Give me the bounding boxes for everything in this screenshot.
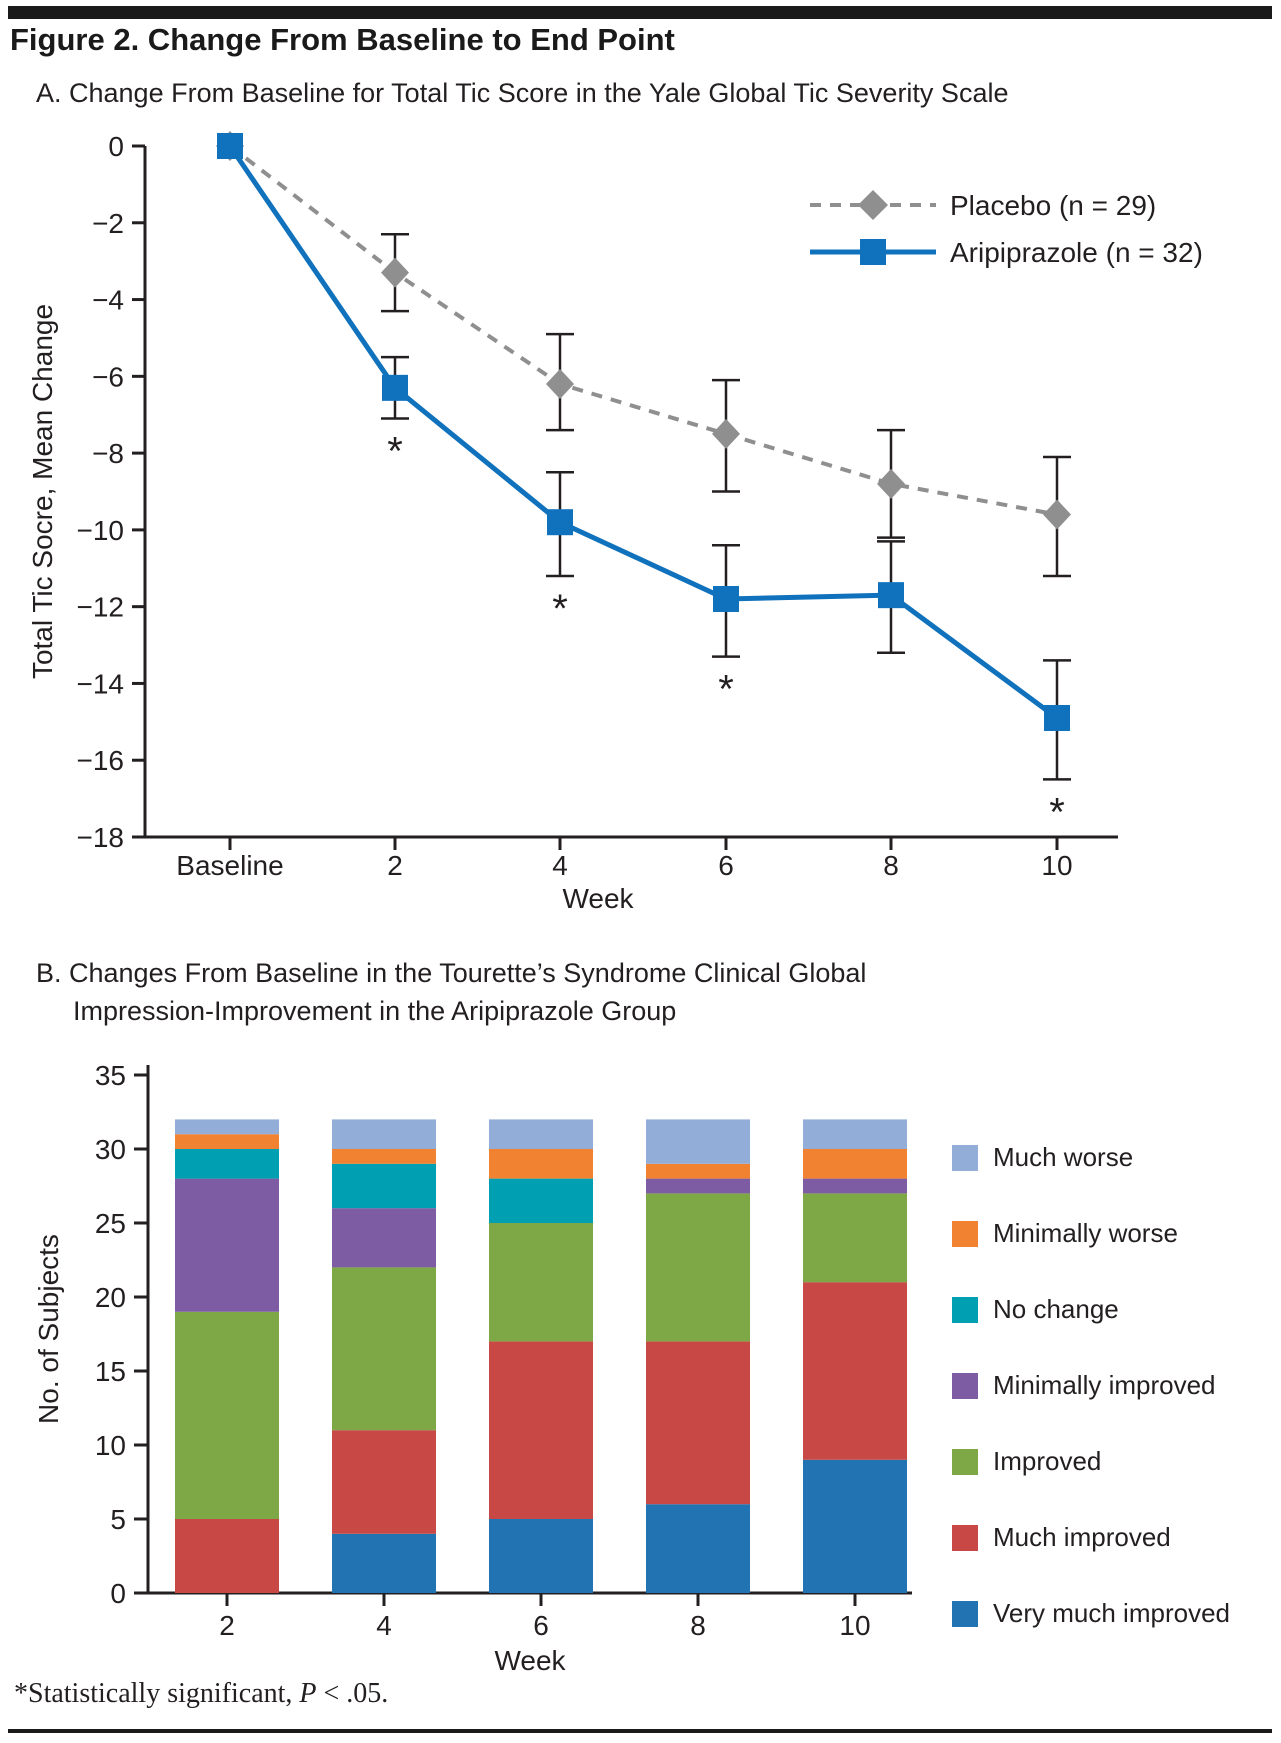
- top-rule: [8, 6, 1272, 19]
- footnote-p-italic: P: [299, 1678, 317, 1709]
- legend-item-much-improved: [952, 1522, 1230, 1553]
- footnote-prefix: *Statistically significant,: [14, 1678, 300, 1709]
- legend-label: Much improved: [993, 1522, 1171, 1552]
- significance-asterisk-week-10: *: [1049, 790, 1065, 835]
- chart-a-y-tick-label: −6: [92, 361, 124, 393]
- legend-square-icon: [860, 239, 886, 265]
- chart-b-y-tick-label: 10: [94, 1430, 126, 1461]
- chart-a-y-tick-label: −12: [76, 591, 124, 623]
- chart-a-heading: A. Change From Baseline for Total Tic Score in the Yale Global Tic Severity Scale: [36, 78, 1009, 108]
- chart-a-y-tick-label: −8: [92, 438, 124, 470]
- bar-segment-week8-very-much-improved: [646, 1504, 750, 1593]
- legend-swatch-icon: [952, 1601, 978, 1627]
- bar-segment-week10-improved: [803, 1193, 907, 1282]
- chart-b-y-axis-title: No. of Subjects: [33, 1234, 64, 1424]
- legend-swatch-icon: [952, 1373, 978, 1399]
- bar-segment-week4-improved: [332, 1267, 436, 1430]
- point-aripiprazole-n-32--8: [878, 582, 904, 608]
- chart-b-plot: [33, 1060, 912, 1676]
- chart-a-x-axis-title: Week: [562, 883, 634, 914]
- chart-a-plot: [27, 131, 1203, 914]
- stacked-bar-week-4: [332, 1119, 436, 1593]
- legend-swatch-icon: [952, 1525, 978, 1551]
- chart-a-y-tick-label: −10: [76, 514, 124, 546]
- point-aripiprazole-n-32--4: [547, 509, 573, 535]
- figure-title: Figure 2. Change From Baseline to End Point: [10, 22, 675, 57]
- bar-segment-week8-much-improved: [646, 1341, 750, 1504]
- legend-swatch-icon: [952, 1449, 978, 1475]
- chart-a-x-tick-label: 6: [718, 850, 734, 881]
- chart-a-x-tick-label: 4: [552, 850, 568, 881]
- bar-segment-week6-much-worse: [489, 1119, 593, 1149]
- legend-item-much-worse: [952, 1142, 1230, 1173]
- legend-label: Very much improved: [993, 1598, 1230, 1628]
- legend-label-placebo-n-29-: Placebo (n = 29): [950, 190, 1157, 221]
- chart-b-x-tick-label: 4: [376, 1610, 392, 1641]
- stacked-bar-week-8: [646, 1119, 750, 1593]
- legend-label: Minimally improved: [993, 1370, 1216, 1400]
- legend-label-aripiprazole-n-32-: Aripiprazole (n = 32): [950, 237, 1203, 268]
- bar-segment-week6-no-change: [489, 1179, 593, 1223]
- bar-segment-week2-much-improved: [175, 1519, 279, 1593]
- bar-segment-week6-very-much-improved: [489, 1519, 593, 1593]
- legend-label: Much worse: [993, 1142, 1134, 1172]
- bar-segment-week6-minimally-worse: [489, 1149, 593, 1179]
- legend-swatch-icon: [952, 1145, 978, 1171]
- point-aripiprazole-n-32--2: [382, 375, 408, 401]
- legend-label: Improved: [993, 1446, 1102, 1476]
- bar-segment-week4-no-change: [332, 1164, 436, 1208]
- chart-a-legend: [810, 190, 1203, 268]
- line-aripiprazole-n-32-: [230, 146, 1057, 718]
- legend-diamond-icon: [858, 190, 888, 220]
- chart-a-y-axis-title: Total Tic Socre, Mean Change: [27, 303, 58, 680]
- legend-label: Minimally worse: [993, 1218, 1178, 1248]
- legend-item-very-much-improved: [952, 1598, 1230, 1629]
- chart-b-y-tick-label: 25: [94, 1208, 126, 1239]
- legend-item-improved: [952, 1446, 1230, 1477]
- chart-a-y-tick-label: −14: [76, 668, 124, 700]
- bar-segment-week4-much-worse: [332, 1119, 436, 1149]
- chart-b-heading-line1: B. Changes From Baseline in the Tourette’s Syndrome Clinical Global: [36, 958, 867, 988]
- bar-segment-week8-improved: [646, 1193, 750, 1341]
- legend-item-minimally-worse: [952, 1218, 1230, 1249]
- chart-a-y-tick-label: −16: [76, 745, 124, 777]
- chart-b-x-tick-label: 8: [690, 1610, 706, 1641]
- chart-a-y-tick-label: 0: [108, 131, 124, 162]
- series-aripiprazole-n-32-: [217, 133, 1071, 834]
- chart-b-y-tick-label: 35: [94, 1060, 126, 1091]
- legend-item-minimally-improved: [952, 1370, 1230, 1401]
- bar-segment-week10-very-much-improved: [803, 1460, 907, 1593]
- footnote-suffix: < .05.: [316, 1678, 389, 1709]
- footnote: [14, 1678, 388, 1710]
- legend-swatch-icon: [952, 1221, 978, 1247]
- stacked-bar-week-2: [175, 1119, 279, 1593]
- chart-b-x-axis-title: Week: [494, 1645, 566, 1676]
- chart-a-y-tick-label: −2: [92, 207, 124, 239]
- legend-swatch-icon: [952, 1297, 978, 1323]
- bar-segment-week2-minimally-improved: [175, 1179, 279, 1312]
- point-aripiprazole-n-32--baseline: [217, 133, 243, 159]
- point-aripiprazole-n-32--10: [1044, 705, 1070, 731]
- significance-asterisk-week-4: *: [552, 586, 568, 631]
- stacked-bar-week-10: [803, 1119, 907, 1593]
- chart-b-heading-line2: Impression-Improvement in the Aripiprazole Group: [73, 996, 677, 1026]
- bar-segment-week2-minimally-worse: [175, 1134, 279, 1149]
- point-placebo-n-29--4: [546, 369, 574, 399]
- chart-a: [0, 112, 1281, 942]
- chart-b-y-tick-label: 0: [110, 1578, 126, 1609]
- bar-segment-week8-minimally-improved: [646, 1179, 750, 1194]
- bar-segment-week2-improved: [175, 1312, 279, 1519]
- bar-segment-week2-much-worse: [175, 1119, 279, 1134]
- bar-segment-week6-improved: [489, 1223, 593, 1341]
- point-placebo-n-29--2: [381, 258, 409, 288]
- bar-segment-week4-very-much-improved: [332, 1534, 436, 1593]
- chart-a-y-tick-label: −18: [76, 822, 124, 853]
- chart-b-legend: [952, 1142, 1230, 1674]
- bar-segment-week8-much-worse: [646, 1119, 750, 1163]
- chart-b-x-tick-label: 6: [533, 1610, 549, 1641]
- bar-segment-week4-much-improved: [332, 1430, 436, 1534]
- chart-b-x-tick-label: 2: [219, 1610, 235, 1641]
- bar-segment-week4-minimally-improved: [332, 1208, 436, 1267]
- chart-a-x-tick-label: 8: [883, 850, 899, 881]
- legend-label: No change: [993, 1294, 1119, 1324]
- chart-b-x-tick-label: 10: [839, 1610, 871, 1641]
- point-aripiprazole-n-32--6: [713, 586, 739, 612]
- point-placebo-n-29--6: [712, 419, 740, 449]
- point-placebo-n-29--8: [877, 469, 905, 499]
- significance-asterisk-week-6: *: [718, 667, 734, 712]
- bar-segment-week2-no-change: [175, 1149, 279, 1179]
- bottom-rule: [8, 1729, 1272, 1733]
- bar-segment-week4-minimally-worse: [332, 1149, 436, 1164]
- chart-a-x-tick-label: 10: [1041, 850, 1073, 881]
- bar-segment-week10-much-improved: [803, 1282, 907, 1460]
- chart-b-heading: [36, 954, 866, 1030]
- chart-b-y-tick-label: 15: [94, 1356, 126, 1387]
- bar-segment-week6-much-improved: [489, 1341, 593, 1519]
- bar-segment-week10-minimally-improved: [803, 1179, 907, 1194]
- point-placebo-n-29--10: [1043, 500, 1071, 530]
- chart-a-x-tick-label: 2: [387, 850, 403, 881]
- series-placebo-n-29-: [216, 131, 1071, 576]
- chart-a-x-tick-label: Baseline: [176, 850, 284, 881]
- stacked-bar-week-6: [489, 1119, 593, 1593]
- chart-a-y-tick-label: −4: [92, 284, 124, 316]
- chart-b-y-tick-label: 30: [94, 1134, 126, 1165]
- bar-segment-week10-minimally-worse: [803, 1149, 907, 1179]
- legend-item-no-change: [952, 1294, 1230, 1325]
- bar-segment-week10-much-worse: [803, 1119, 907, 1149]
- significance-asterisk-week-2: *: [387, 429, 403, 474]
- chart-b-y-tick-label: 20: [94, 1282, 126, 1313]
- bar-segment-week8-minimally-worse: [646, 1164, 750, 1179]
- chart-b-y-tick-label: 5: [110, 1504, 126, 1535]
